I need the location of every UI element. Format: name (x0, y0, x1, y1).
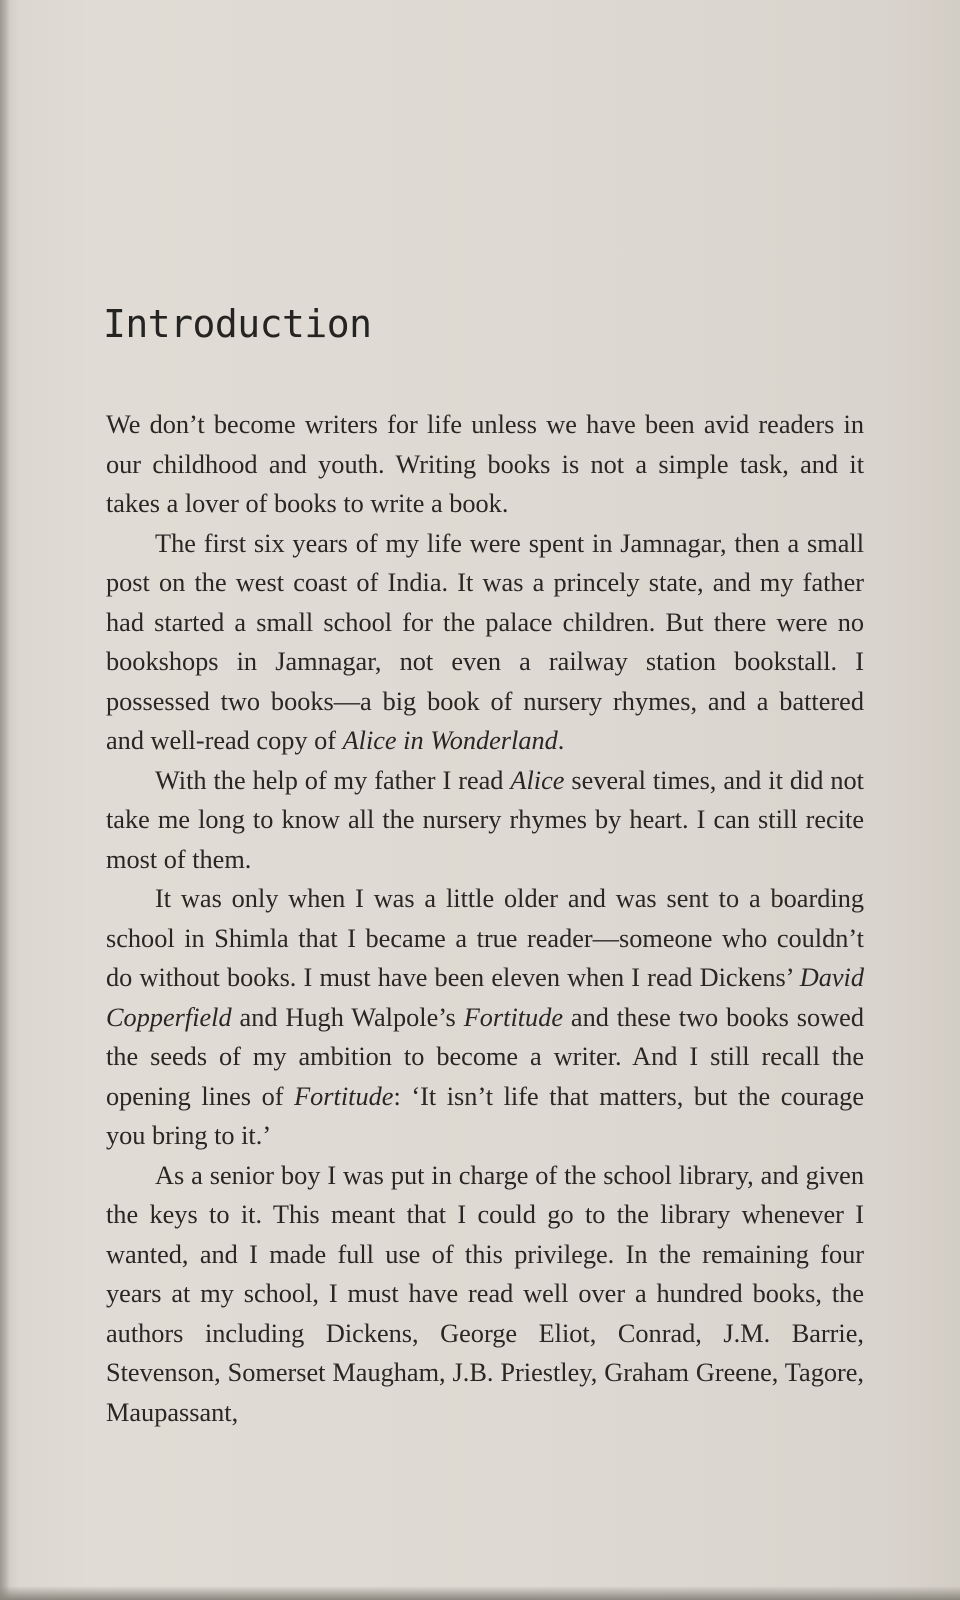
paragraph-4-text-3: and these two books sowed the seeds of my ambition to become a writer. And I still recall the opening lines of (106, 1002, 865, 1111)
paragraph-3-text: With the help of my father I read (155, 765, 511, 795)
paragraph-3-end: several times, and it did not take me long to know all the nursery rhymes by heart. I can still recite most of them. (106, 765, 864, 874)
paragraph-2 (106, 524, 864, 761)
paragraph-5 (106, 1156, 864, 1433)
paragraph-4-text: It was only when I was a little older and was sent to a boarding school in Shimla that I became a true reader—someone who couldn’t do without books. I must have been eleven when I read Dickens’ (106, 884, 864, 992)
paragraph-4-quote: : ‘It isn’t life that matters, but the courage you bring to it.’ (106, 1081, 865, 1150)
book-title-fortitude: Fortitude (463, 1002, 564, 1032)
paragraph-2-end: . (557, 726, 565, 755)
book-title-david-copperfield: David Copperfield (106, 963, 864, 1032)
book-title-fortitude-2: Fortitude (294, 1081, 394, 1111)
book-title-alice-in-wonderland: Alice in Wonderland (342, 726, 558, 755)
paragraph-4 (106, 879, 864, 1156)
paragraph-3 (106, 761, 864, 880)
chapter-title: Introduction (103, 302, 372, 346)
book-title-alice: Alice (510, 765, 565, 795)
paragraph-5-text: As a senior boy I was put in charge of the school library, and given the keys to it. This meant that I could go to the library whenever I wanted, and I made full use of this privilege. In the remaining four years at my school, I must have read well over a hundred books, the authors including Dickens, George Eliot, Conrad, J.M. Barrie, Stevenson, Somerset Maugham, J.B. Priestley, Graham Greene, Tagore, Maupassant, (106, 1160, 864, 1427)
paragraph-2-text: The first six years of my life were spent in Jamnagar, then a small post on the west coast of India. It was a princely state, and my father had started a small school for the palace children. But there were no bookshops in Jamnagar, not even a railway station bookstall. I possessed two books—a big book of nursery rhymes, and a battered and well-read copy of (106, 528, 864, 755)
paragraph-1 (106, 405, 864, 524)
paragraph-1-text: We don’t become writers for life unless we have been avid readers in our childhood and youth. Writing books is not a simple task, and it takes a lover of books to write a book. (106, 410, 864, 518)
paragraph-4-text-2: and Hugh Walpole’s (231, 1002, 464, 1032)
body-text (106, 405, 864, 1432)
